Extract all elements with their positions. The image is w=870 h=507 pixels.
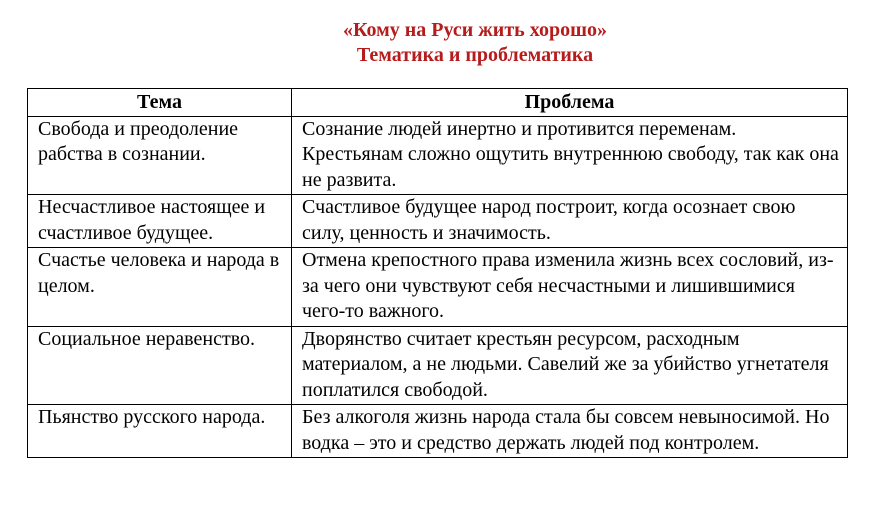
table-row	[28, 326, 848, 405]
theme-cell: Несчастливое настоящее и счастливое будущее.	[28, 195, 292, 248]
problem-cell: Отмена крепостного права изменила жизнь всех сословий, из-за чего они чувствуют себя несчастными и лишившимися чего-то важного.	[292, 248, 848, 327]
table-row	[28, 405, 848, 458]
document-subtitle: Тематика и проблематика	[356, 44, 594, 66]
table-row	[28, 195, 848, 248]
problem-cell: Дворянство считает крестьян ресурсом, расходным материалом, а не людьми. Савелий же за убийство угнетателя поплатился свободой.	[292, 326, 848, 405]
problem-cell: Счастливое будущее народ построит, когда осознает свою силу, ценность и значимость.	[292, 195, 848, 248]
theme-cell: Счастье человека и народа в целом.	[28, 248, 292, 327]
table-header-row	[28, 89, 848, 117]
theme-cell: Социальное неравенство.	[28, 326, 292, 405]
themes-problems-table	[27, 88, 848, 458]
header-problem: Проблема	[292, 89, 848, 117]
header-theme: Тема	[28, 89, 292, 117]
theme-cell: Свобода и преодоление рабства в сознании.	[28, 116, 292, 195]
table-row	[28, 116, 848, 195]
problem-cell: Без алкоголя жизнь народа стала бы совсем невыносимой. Но водка – это и средство держать людей под контролем.	[292, 405, 848, 458]
problem-cell: Сознание людей инертно и противится переменам. Крестьянам сложно ощутить внутреннюю свободу, так как она не развита.	[292, 116, 848, 195]
document-title: «Кому на Руси жить хорошо»	[343, 19, 607, 41]
theme-cell: Пьянство русского народа.	[28, 405, 292, 458]
document-title-block	[0, 18, 870, 68]
table-row	[28, 248, 848, 327]
